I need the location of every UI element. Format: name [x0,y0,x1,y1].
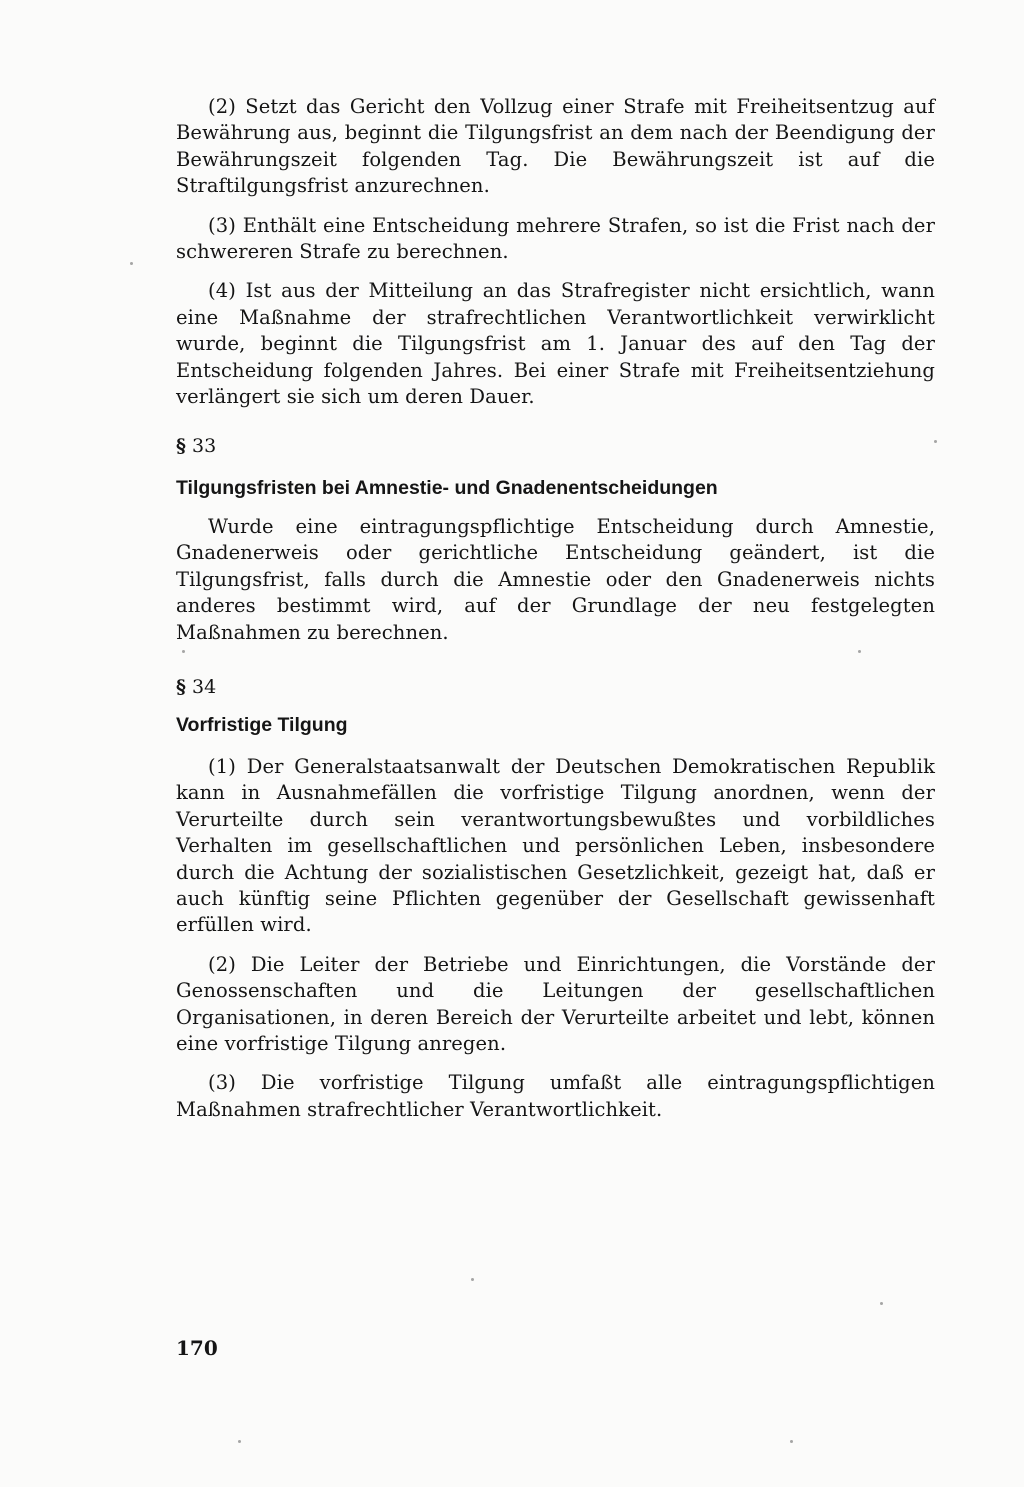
section-33-paragraph: Wurde eine eintragungspflichtige Entscheidung durch Amnestie, Gnadenerweis oder gerichtliche Entscheidung geändert, ist die Tilgungsfrist, falls durch die Amnestie oder den Gnadenerweis nichts anderes bestimmt wird, auf der Grundlage der neu festgelegten Maßnahmen zu berechnen. [176,515,935,644]
section-34-body [176,754,935,1123]
section-33-number-value: 33 [191,435,217,457]
section-33-body [176,514,935,646]
paragraph-2: (2) Setzt das Gericht den Vollzug einer Strafe mit Freiheitsentzug auf Bewährung aus, beginnt die Tilgungsfrist an dem nach der Beendigung der Bewährungszeit folgenden Tag. Die Bewährungszeit ist auf die Straftilgungsfrist anzurechnen. [176,95,935,198]
section-sign: § [176,435,186,457]
scan-speck [238,1440,241,1443]
scan-speck [790,1440,793,1443]
scan-speck [182,650,185,653]
section-33-heading: Tilgungsfristen bei Amnestie- und Gnadenentscheidungen [176,477,718,499]
section-32-continuation [176,94,935,410]
section-34-number-value: 34 [191,676,217,698]
scan-speck [934,440,937,443]
section-34-paragraph-1: (1) Der Generalstaatsanwalt der Deutschen Demokratischen Republik kann in Ausnahmefällen die vorfristige Tilgung anordnen, wenn der Verurteilte durch sein verantwortungsbewußtes und vorbildliches Verhalten im gesellschaftlichen und persönlichen Leben, insbesondere durch die Achtung der sozialistischen Gesetzlichkeit, gezeigt hat, daß er auch künftig seine Pflichten gegenüber der Gesellschaft gewissenhaft erfüllen wird. [176,755,935,937]
paragraph-3: (3) Enthält eine Entscheidung mehrere Strafen, so ist die Frist nach der schwereren Strafe zu berechnen. [176,213,935,264]
scan-speck [880,1302,883,1305]
scan-speck [471,1278,474,1281]
section-34-paragraph-2: (2) Die Leiter der Betriebe und Einrichtungen, die Vorstände der Genossenschaften und die Leitungen der gesellschaftlichen Organisationen, in deren Bereich der Verurteilte arbeitet und lebt, können eine vorfristige Tilgung anregen. [176,952,935,1056]
page-number: 170 [176,1336,218,1360]
scan-speck [130,262,133,265]
section-34-number [176,675,216,699]
section-34-heading: Vorfristige Tilgung [176,714,348,736]
section-34-paragraph-3: (3) Die vorfristige Tilgung umfaßt alle eintragungspflichtigen Maßnahmen strafrechtlicher Verantwortlichkeit. [176,1071,935,1121]
section-sign: § [176,676,186,698]
paragraph-4: (4) Ist aus der Mitteilung an das Strafregister nicht ersichtlich, wann eine Maßnahme der strafrechtlichen Verantwortlichkeit verwirklicht wurde, beginnt die Tilgungsfrist am 1. Januar des auf den Tag der Entscheidung folgenden Jahres. Bei einer Strafe mit Freiheitsentziehung verlängert sie sich um deren Dauer. [176,279,935,409]
section-33-number [176,434,216,458]
scan-speck [858,650,861,653]
